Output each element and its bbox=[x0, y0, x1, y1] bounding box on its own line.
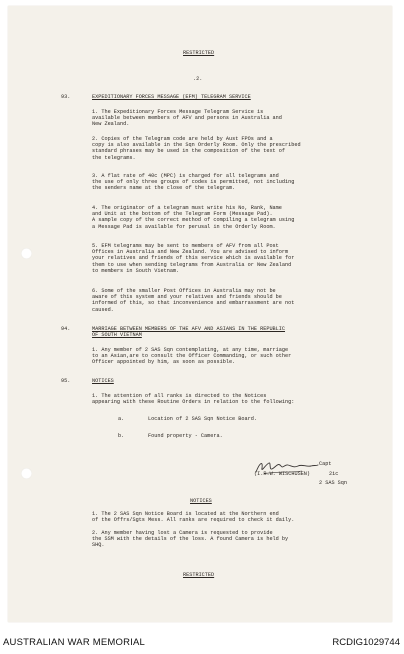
paragraph: 2. Any member having lost a Camera is requested to provide the SSM with the details of the loss. A found Camera is held by SHQ. bbox=[92, 530, 289, 549]
institution-name: AUSTRALIAN WAR MEMORIAL bbox=[3, 637, 146, 648]
page-number: .2. bbox=[193, 76, 203, 82]
list-item-letter: a. bbox=[118, 416, 125, 422]
section-heading: EXPEDITIONARY FORCES MESSAGE (EFM) TELEGRAM SERVICE bbox=[92, 94, 251, 100]
section-number: 93. bbox=[61, 94, 71, 100]
section-number: 94. bbox=[61, 326, 71, 332]
paragraph: 5. EFM telegrams may be sent to members of AFV from all Post Offices in Australia and New Zealand. You are advised to inform your relatives and friends of this service which is available for them to use when sending telegrams from Australia or New Zealand to members in South Vietnam. bbox=[92, 243, 295, 274]
classification-header: RESTRICTED bbox=[183, 50, 215, 56]
list-item: Found property - Camera. bbox=[148, 433, 223, 439]
section-heading: NOTICES bbox=[92, 378, 114, 384]
record-id: RCDIG1029744 bbox=[332, 637, 400, 648]
archive-footer bbox=[0, 630, 404, 654]
signatory-unit: 2 SAS Sqn bbox=[319, 480, 348, 486]
paragraph: 1. The 2 SAS Sqn Notice Board is located at the Northern end of the Offrs/Sgts Mess. All ranks are required to check it daily. bbox=[92, 511, 295, 524]
punch-hole bbox=[21, 248, 32, 259]
section-number: 95. bbox=[61, 378, 71, 384]
paragraph: 1. Any member of 2 SAS Sqn contemplating, at any time, marriage to an Asian,are to consult the Officer Commanding, or such other Officer appointed by him, as soon as possible. bbox=[92, 347, 292, 366]
signatory-rank: Capt bbox=[319, 461, 332, 467]
classification-footer: RESTRICTED bbox=[183, 572, 215, 578]
signatory-name: (I.R.W. WISCHUSEN) bbox=[254, 471, 311, 477]
paragraph: 3. A flat rate of 40c (MPC) is charged for all telegrams and the use of only three groups of codes is permitted, not including the senders name at the close of the telegram. bbox=[92, 173, 295, 192]
punch-hole bbox=[21, 468, 32, 479]
list-item: Location of 2 SAS Sqn Notice Board. bbox=[148, 416, 257, 422]
paragraph: 2. Copies of the Telegram code are held by Aust FPOs and a copy is also available in the Sqn Orderly Room. Only the prescribed standard phrases may be used in the composition of the text of the telegrams. bbox=[92, 136, 301, 161]
paragraph: 6. Some of the smaller Post Offices in Australia may not be aware of this system and your relatives and friends should be informed of this, so that inconvenience and embarrassment are not caused. bbox=[92, 288, 295, 313]
notices-heading: NOTICES bbox=[190, 498, 212, 504]
section-heading: MARRIAGE BETWEEN MEMBERS OF THE AFV AND ASIANS IN THE REPUBLIC OF SOUTH VIETNAM bbox=[92, 326, 286, 339]
paragraph: 4. The originator of a telegram must write his No, Rank, Name and Unit at the bottom of the Telegram Form (Message Pad). A sample copy of the correct method of compiling a telegram using a Message Pad is available for perusal in the Orderly Room. bbox=[92, 205, 295, 230]
paragraph: 1. The attention of all ranks is directed to the Notices appearing with these Routine Orders in relation to the following: bbox=[92, 393, 295, 406]
signatory-appointment: 2ic bbox=[329, 471, 339, 477]
document-page bbox=[8, 6, 392, 622]
list-item-letter: b. bbox=[118, 433, 125, 439]
paragraph: 1. The Expeditionary Forces Message Telegram Service is available between members of AFV and persons in Australia and New Zealand. bbox=[92, 109, 282, 128]
